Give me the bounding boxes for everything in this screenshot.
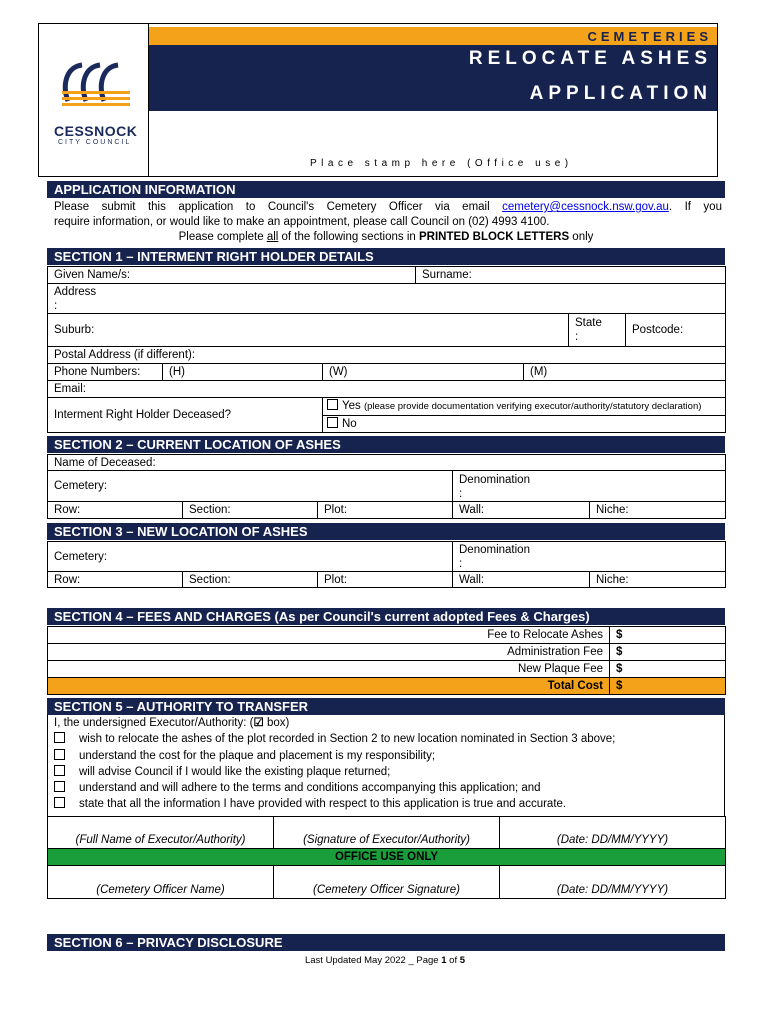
logo-sub: CITY COUNCIL — [58, 139, 132, 146]
officer-signature-caption: (Cemetery Officer Signature) — [274, 883, 500, 899]
logo-name: CESSNOCK — [54, 123, 138, 139]
item3-text: will advise Council if I would like the existing plaque returned; — [79, 765, 391, 778]
section6-heading: SECTION 6 – PRIVACY DISCLOSURE — [47, 934, 725, 951]
item4-checkbox[interactable] — [54, 781, 65, 792]
s3-plot-field[interactable]: Plot: — [318, 572, 453, 588]
section3-table — [47, 541, 726, 588]
section5-heading: SECTION 5 – AUTHORITY TO TRANSFER — [47, 698, 725, 715]
s3-cemetery-field[interactable]: Cemetery: — [48, 542, 453, 572]
s3-denom-label: Denomination — [459, 544, 530, 556]
item2-text: understand the cost for the plaque and placement is my responsibility; — [79, 749, 436, 762]
footer-total: 5 — [459, 955, 466, 966]
email-link[interactable]: cemetery@cessnock.nsw.gov.au — [502, 201, 669, 213]
yes-label: Yes — [342, 400, 361, 412]
s3-section-field[interactable]: Section: — [183, 572, 318, 588]
total-cost-value[interactable]: $ — [610, 678, 726, 695]
s3-wall-field[interactable]: Wall: — [453, 572, 590, 588]
deceased-name-field[interactable]: Name of Deceased: — [48, 455, 726, 471]
signature-table — [47, 816, 726, 899]
phone-label: Phone Numbers: — [48, 364, 163, 381]
section1-table — [47, 266, 726, 433]
checked-box-icon: ☑ — [253, 717, 264, 729]
s2-wall-field[interactable]: Wall: — [453, 502, 590, 519]
s2-cemetery-field[interactable]: Cemetery: — [48, 471, 453, 502]
fee-plaque-label: New Plaque Fee — [48, 661, 610, 678]
no-label: No — [342, 418, 357, 430]
s2-plot-field[interactable]: Plot: — [318, 502, 453, 519]
instr-mid: of the following sections in — [278, 231, 419, 243]
fee-admin-label: Administration Fee — [48, 644, 610, 661]
executor-name-caption: (Full Name of Executor/Authority) — [48, 833, 274, 849]
fee-relocate-label: Fee to Relocate Ashes — [48, 627, 610, 644]
executor-name-input[interactable] — [48, 817, 274, 833]
no-checkbox[interactable] — [327, 417, 338, 428]
app-info-line2: require information, or would like to make an appointment, please call Council on (02) 4993 4100. — [54, 216, 550, 228]
item5-text: state that all the information I have provided with respect to this application is true and accurate. — [79, 798, 567, 811]
footer-pre: Last Updated May 2022 _ Page — [304, 955, 442, 966]
total-cost-label: Total Cost — [48, 678, 610, 695]
postal-address-field[interactable]: Postal Address (if different): — [48, 347, 726, 364]
item1-text: wish to relocate the ashes of the plot recorded in Section 2 to new location nominated in Section 3 above; — [79, 733, 616, 746]
section3-heading: SECTION 3 – NEW LOCATION OF ASHES — [47, 523, 725, 540]
stamp-label: Place stamp here (Office use) — [310, 158, 573, 169]
title-line2: APPLICATION — [529, 83, 712, 104]
executor-signature-caption: (Signature of Executor/Authority) — [274, 833, 500, 849]
s3-denomination-field[interactable] — [453, 542, 726, 572]
s2-denom-label: Denomination — [459, 474, 530, 486]
s3-row-field[interactable]: Row: — [48, 572, 183, 588]
address-label: Address — [54, 286, 97, 298]
state-label: State — [575, 317, 602, 329]
footer — [0, 955, 770, 966]
officer-name-caption: (Cemetery Officer Name) — [48, 883, 274, 899]
officer-date-caption: (Date: DD/MM/YYYY) — [500, 883, 726, 899]
logo — [40, 25, 148, 175]
fee-relocate-value[interactable]: $ — [610, 627, 726, 644]
authority-item — [54, 780, 724, 796]
officer-signature-input[interactable] — [274, 866, 500, 883]
item5-checkbox[interactable] — [54, 797, 65, 808]
s2-denom-colon: : — [459, 488, 463, 500]
footer-page: 1 — [441, 955, 447, 966]
s2-denomination-field[interactable] — [453, 471, 726, 502]
executor-date-caption: (Date: DD/MM/YYYY) — [500, 833, 726, 849]
deceased-options — [323, 398, 726, 433]
instructions-line — [47, 231, 725, 243]
s3-denom-colon: : — [459, 558, 463, 570]
postcode-field[interactable]: Postcode: — [626, 314, 726, 347]
instr-post: only — [569, 231, 594, 243]
address-colon: : — [54, 300, 58, 312]
title-line1: RELOCATE ASHES — [468, 48, 712, 69]
logo-mark-icon — [40, 25, 148, 125]
instr-all: all — [266, 231, 279, 243]
section4-heading: SECTION 4 – FEES AND CHARGES (As per Council's current adopted Fees & Charges) — [47, 608, 725, 625]
authority-item — [54, 748, 724, 764]
address-field[interactable] — [48, 284, 726, 314]
authority-item — [54, 796, 724, 812]
fee-admin-value[interactable]: $ — [610, 644, 726, 661]
footer-of: of — [446, 955, 460, 966]
state-colon: : — [575, 331, 579, 343]
authority-intro — [54, 715, 724, 731]
officer-name-input[interactable] — [48, 866, 274, 883]
instr-pre: Please complete — [178, 231, 267, 243]
executor-date-input[interactable] — [500, 817, 726, 833]
authority-item — [54, 764, 724, 780]
app-info-line1-end: . If you — [668, 201, 722, 213]
authority-block — [47, 715, 725, 816]
state-field[interactable] — [569, 314, 626, 347]
item1-checkbox[interactable] — [54, 732, 65, 743]
fees-table — [47, 626, 726, 695]
yes-checkbox[interactable] — [327, 399, 338, 410]
intro-post: box) — [263, 717, 290, 729]
surname-field[interactable]: Surname: — [416, 267, 726, 284]
phone-home-field[interactable]: (H) — [163, 364, 323, 381]
office-use-heading: OFFICE USE ONLY — [48, 849, 726, 866]
s2-section-field[interactable]: Section: — [183, 502, 318, 519]
email-field[interactable]: Email: — [48, 381, 726, 398]
given-name-field[interactable]: Given Name/s: — [48, 267, 416, 284]
instr-bold: PRINTED BLOCK LETTERS — [418, 231, 570, 243]
intro-pre: I, the undersigned Executor/Authority: ( — [54, 717, 254, 729]
item2-checkbox[interactable] — [54, 749, 65, 760]
app-info-line1: Please submit this application to Council's Cemetery Officer via email — [54, 201, 503, 213]
app-info-text — [54, 200, 722, 230]
fee-plaque-value[interactable]: $ — [610, 661, 726, 678]
s2-niche-field[interactable]: Niche: — [590, 502, 726, 519]
app-info-heading: APPLICATION INFORMATION — [47, 181, 725, 198]
suburb-field[interactable]: Suburb: — [48, 314, 569, 347]
s3-niche-field[interactable]: Niche: — [590, 572, 726, 588]
phone-work-field[interactable]: (W) — [323, 364, 524, 381]
item3-checkbox[interactable] — [54, 765, 65, 776]
category-label: CEMETERIES — [587, 29, 712, 44]
executor-signature-input[interactable] — [274, 817, 500, 833]
section2-table — [47, 454, 726, 519]
item4-text: understand and will adhere to the terms and conditions accompanying this application; and — [79, 782, 541, 795]
yes-note: (please provide documentation verifying executor/authority/statutory declaration) — [363, 401, 702, 412]
section2-heading: SECTION 2 – CURRENT LOCATION OF ASHES — [47, 436, 725, 453]
officer-date-input[interactable] — [500, 866, 726, 883]
s2-row-field[interactable]: Row: — [48, 502, 183, 519]
deceased-label: Interment Right Holder Deceased? — [48, 398, 323, 433]
authority-item — [54, 731, 724, 747]
section1-heading: SECTION 1 – INTERMENT RIGHT HOLDER DETAILS — [47, 248, 725, 265]
phone-mobile-field[interactable]: (M) — [524, 364, 726, 381]
